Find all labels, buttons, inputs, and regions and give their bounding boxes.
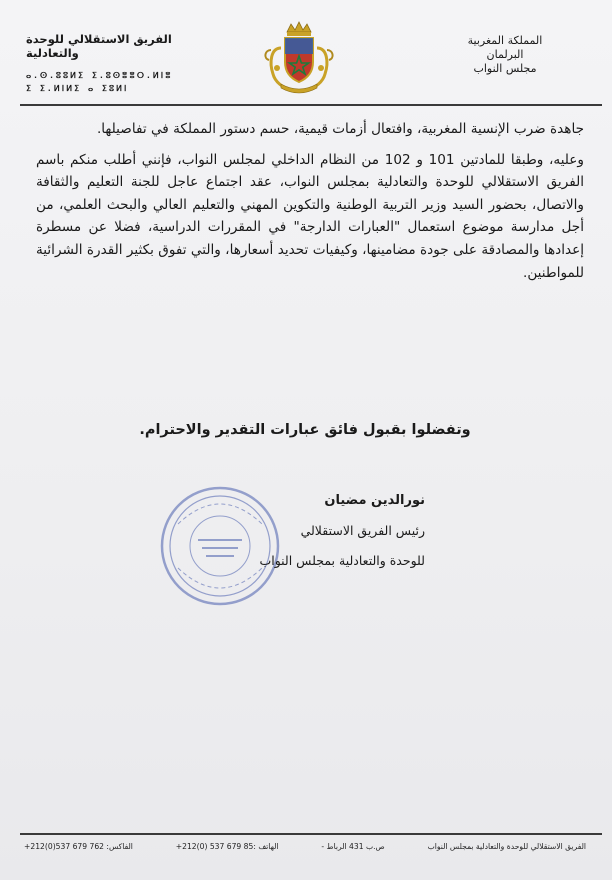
- header-parliament-line: البرلمان: [486, 48, 524, 61]
- header-tifinagh-line: ⴰ.ⵙ.ⵓⵓⵍⵉ ⵉ.ⵓⵙⴻⴻⵔ.ⵍⵏⴻ: [26, 71, 173, 80]
- letter-body: [36, 118, 584, 284]
- header-tifinagh: [26, 69, 216, 95]
- moroccan-emblem-icon: [259, 18, 339, 98]
- footer: [24, 842, 586, 851]
- footer-divider: [20, 833, 602, 835]
- body-paragraph: وعليه، وطبقا للمادتين 101 و 102 من النظام الداخلي لمجلس النواب، فإنني أطلب منكم باسم الفريق الاستقلالي للوحدة والتعادلية بمجلس النواب، عقد اجتماع عاجل للجنة التعليم والثقافة والاتصال، بحضور السيد وزير التربية الوطنية والتكوين المهني والتعليم العالي والبحث العلمي، من أجل مدارسة موضوع استعمال "العبارات الدارجة" في المقررات الدراسية، فضلا عن مسطرة إعدادها والمصادقة على جودة مضامينها، وكيفيات تحديد أسعارها، والتي تفوق بكثير القدرة الشرائية للمواطنين.: [36, 151, 584, 281]
- header-house-line: مجلس النواب: [473, 62, 537, 75]
- signatory-title: رئيس الفريق الاستقلالي: [300, 523, 425, 538]
- footer-phone: الهاتف :85 679 537 (0)212+: [175, 842, 279, 851]
- header-kingdom-line: المملكة المغربية: [467, 34, 543, 47]
- header-group-title: الفريق الاستقلالي للوحدة والتعادلية: [26, 32, 172, 60]
- header-group: [26, 32, 216, 95]
- footer-org: الفريق الاستقلالي للوحدة والتعادلية بمجلس النواب: [427, 842, 586, 851]
- footer-fax: الفاكس: 762 679 537(0)212+: [24, 842, 133, 851]
- closing-line: وتفضلوا بقبول فائق عبارات التقدير والاحترام.: [139, 422, 471, 438]
- footer-address: ص.ب 431 الرباط -: [321, 842, 385, 851]
- signatory-subtitle: للوحدة والتعادلية بمجلس النواب: [259, 553, 425, 568]
- header-divider: [20, 104, 602, 106]
- signatory-name: نورالدين مضيان: [324, 493, 425, 508]
- body-paragraph: جاهدة ضرب الإنسية المغربية، وافتعال أزمات قيمية، حسم دستور المملكة في تفاصيلها.: [96, 121, 584, 137]
- header-tifinagh-line: ⵉ ⵉ.ⵍⵏⵍⵉ ⴰ ⵉⵓⵍⵏ: [26, 84, 129, 93]
- signature-block: [175, 486, 425, 576]
- header-kingdom: [430, 34, 580, 76]
